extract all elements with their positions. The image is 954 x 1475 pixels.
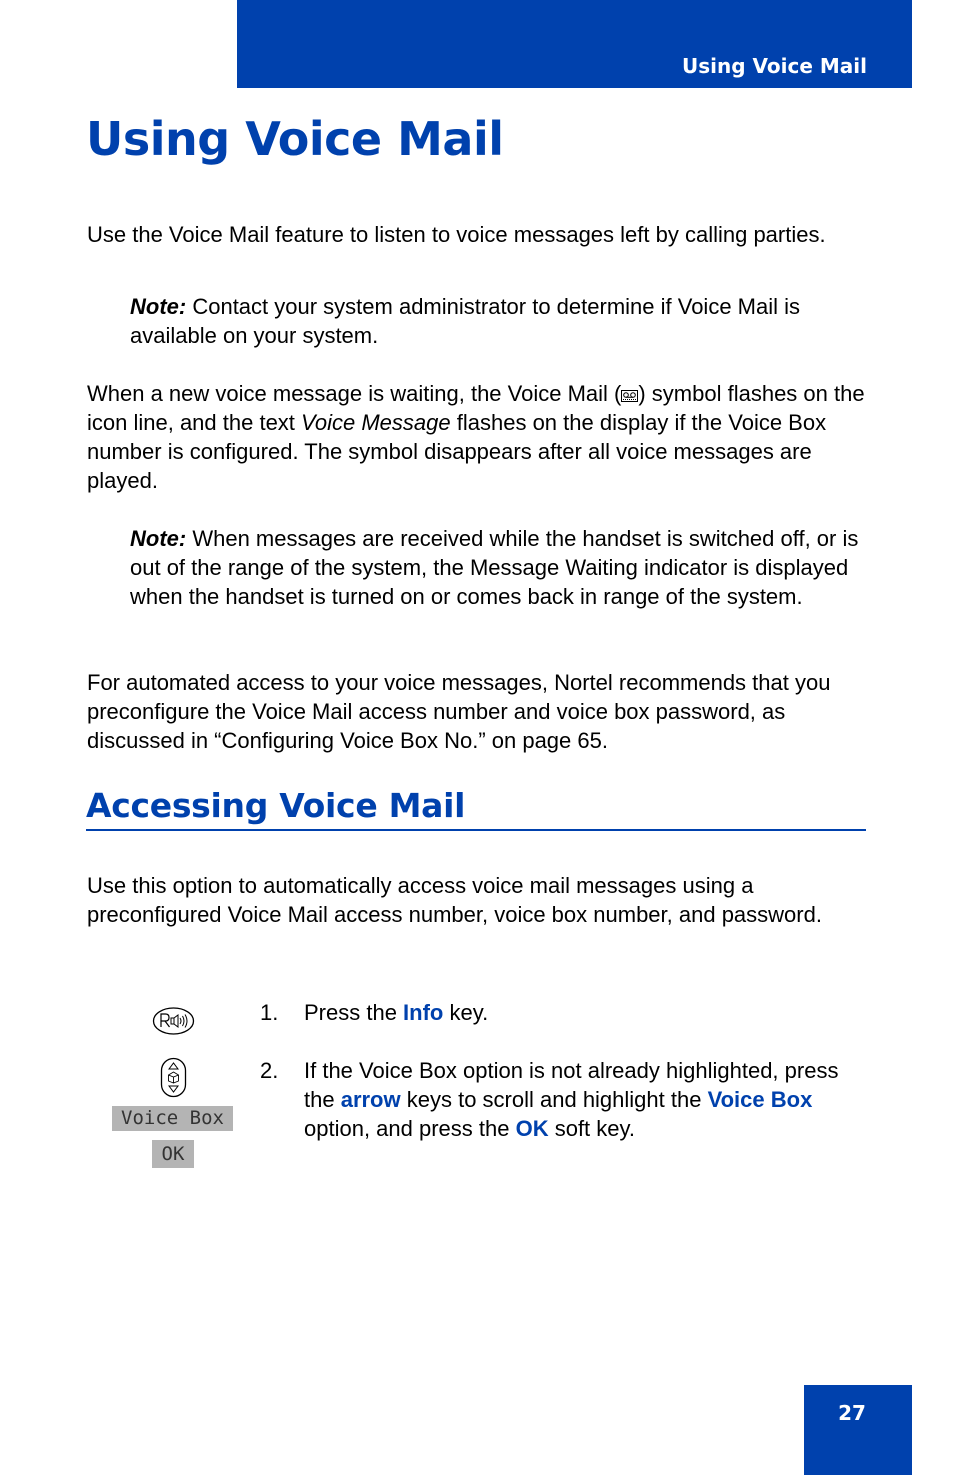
note-label: Note:: [130, 526, 187, 551]
note-label: Note:: [130, 294, 187, 319]
step-number: 2.: [260, 1058, 279, 1083]
display-softkey-ok: OK: [152, 1140, 194, 1168]
voice-box-label: Voice Box: [707, 1087, 813, 1112]
step-text-pre: If the Voice Box option is not already highlighted, press the: [304, 1058, 839, 1112]
step-text-post: key.: [443, 1000, 489, 1025]
voice-message-text: Voice Message: [301, 410, 451, 435]
step-text-mid: keys to scroll and highlight the: [400, 1087, 708, 1112]
running-header: Using Voice Mail: [682, 54, 867, 78]
page-number-box: [804, 1385, 912, 1475]
symbol-text-2: ) symbol flashes on the icon line, and the text: [87, 381, 865, 435]
note-text: When messages are received while the handset is switched off, or is out of the range of the system, the Message Waiting indicator is displayed when the handset is turned on or comes back in range of the system.: [130, 526, 859, 609]
step-text: [304, 1056, 864, 1143]
info-key-label: Info: [403, 1000, 444, 1025]
header-bar: [237, 0, 912, 88]
note-text: Contact your system administrator to determine if Voice Mail is available on your system.: [130, 294, 801, 348]
section-title: Accessing Voice Mail: [86, 786, 866, 831]
intro-paragraph: Use the Voice Mail feature to listen to voice messages left by calling parties.: [87, 222, 826, 247]
arrow-key-label: arrow: [340, 1087, 401, 1112]
note-availability: [130, 292, 870, 350]
note-message-waiting: [130, 524, 870, 611]
step-number: 1.: [260, 1000, 279, 1025]
page-number: 27: [838, 1401, 866, 1425]
symbol-text-3: flashes on the display if the Voice Box number is configured. The symbol disappears after all voice messages are played.: [87, 410, 827, 493]
step-text-mid: option, and press the: [304, 1116, 516, 1141]
display-option-voice-box: Voice Box: [112, 1106, 233, 1131]
step-text-pre: Press the: [304, 1000, 404, 1025]
symbol-text-1: When a new voice message is waiting, the Voice Mail (: [87, 381, 622, 406]
ok-key-label: OK: [515, 1116, 549, 1141]
navigation-key-icon: [160, 1057, 188, 1099]
voicemail-symbol-icon: [621, 390, 638, 402]
page-title: Using Voice Mail: [86, 112, 504, 166]
automated-access-paragraph: For automated access to your voice messages, Nortel recommends that you preconfigure the Voice Mail access number and voice box password, as discussed in “Configuring Voice Box No.” on page 65.: [87, 670, 831, 753]
info-key-icon: [152, 1006, 196, 1036]
voicemail-symbol-paragraph: [87, 379, 877, 495]
section-intro: Use this option to automatically access voice mail messages using a preconfigured Voice Mail access number, voice box number, and password.: [87, 873, 822, 927]
step-text: [304, 998, 864, 1027]
step-text-post: soft key.: [548, 1116, 635, 1141]
